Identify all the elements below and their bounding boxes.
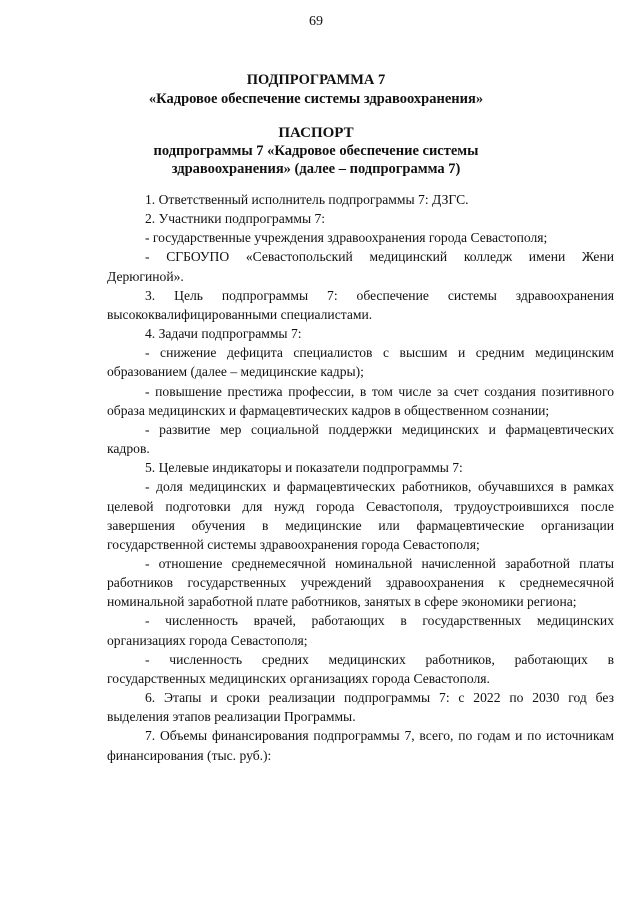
item-6-stages: 6. Этапы и сроки реализации подпрограммы 7: с 2022 по 2030 год без выделения этапов реализации Программы. (107, 690, 614, 725)
passport-subtitle-line-1: подпрограммы 7 «Кадровое обеспечение системы (153, 143, 479, 159)
page-number: 69 (309, 14, 323, 29)
task-increase-prestige: - повышение престижа профессии, в том числе за счет создания позитивного образа медицинских и фармацевтических кадров в общественном сознании; (107, 383, 614, 418)
subprogram-name: «Кадровое обеспечение системы здравоохранения» (148, 91, 484, 107)
participant-medical-college: - СГБОУПО «Севастопольский медицинский колледж имени Жени Дерюгиной». (107, 249, 614, 284)
indicator-targeted-training: - доля медицинских и фармацевтических работников, обучавшихся в рамках целевой подготовки для нужд города Севастополя, трудоустроившихся после завершения обучения в медицинские или фармацевтические организации государственной системы здравоохранения города Севастополя; (107, 479, 614, 552)
subprogram-title: ПОДПРОГРАММА 7 (246, 72, 386, 88)
task-social-support: - развитие мер социальной поддержки медицинских и фармацевтических кадров. (107, 421, 614, 457)
passport-title: ПАСПОРТ (278, 125, 354, 141)
item-4-tasks: 4. Задачи подпрограммы 7: (145, 326, 302, 342)
indicator-nurses-count: - численность средних медицинских работников, работающих в государственных медицинских организациях города Севастополя. (107, 651, 614, 686)
item-2-participants: 2. Участники подпрограммы 7: (145, 211, 326, 227)
passport-body (107, 190, 614, 765)
item-5-indicators: 5. Целевые индикаторы и показатели подпрограммы 7: (145, 460, 463, 476)
indicator-salary-ratio: - отношение среднемесячной номинальной начисленной заработной платы работников государственных учреждений здравоохранения к среднемесячной номинальной заработной плате работников, занятых в сфере экономики региона; (107, 555, 614, 610)
passport-subtitle-line-2: здравоохранения» (далее – подпрограмма 7) (171, 161, 461, 177)
task-reduce-shortage: - снижение дефицита специалистов с высшим и средним медицинским образованием (далее – медицинские кадры); (107, 345, 614, 380)
item-7-financing: 7. Объемы финансирования подпрограммы 7, всего, по годам и по источникам финансирования (тыс. руб.): (107, 728, 614, 763)
participant-state-institutions: - государственные учреждения здравоохранения города Севастополя; (145, 230, 548, 246)
item-1-responsible-executor: 1. Ответственный исполнитель подпрограммы 7: ДЗГС. (145, 192, 469, 207)
indicator-doctors-count: - численность врачей, работающих в государственных медицинских организациях города Севастополя; (107, 613, 614, 648)
item-3-goal: 3. Цель подпрограммы 7: обеспечение системы здравоохранения высококвалифицированными специалистами. (107, 287, 614, 322)
